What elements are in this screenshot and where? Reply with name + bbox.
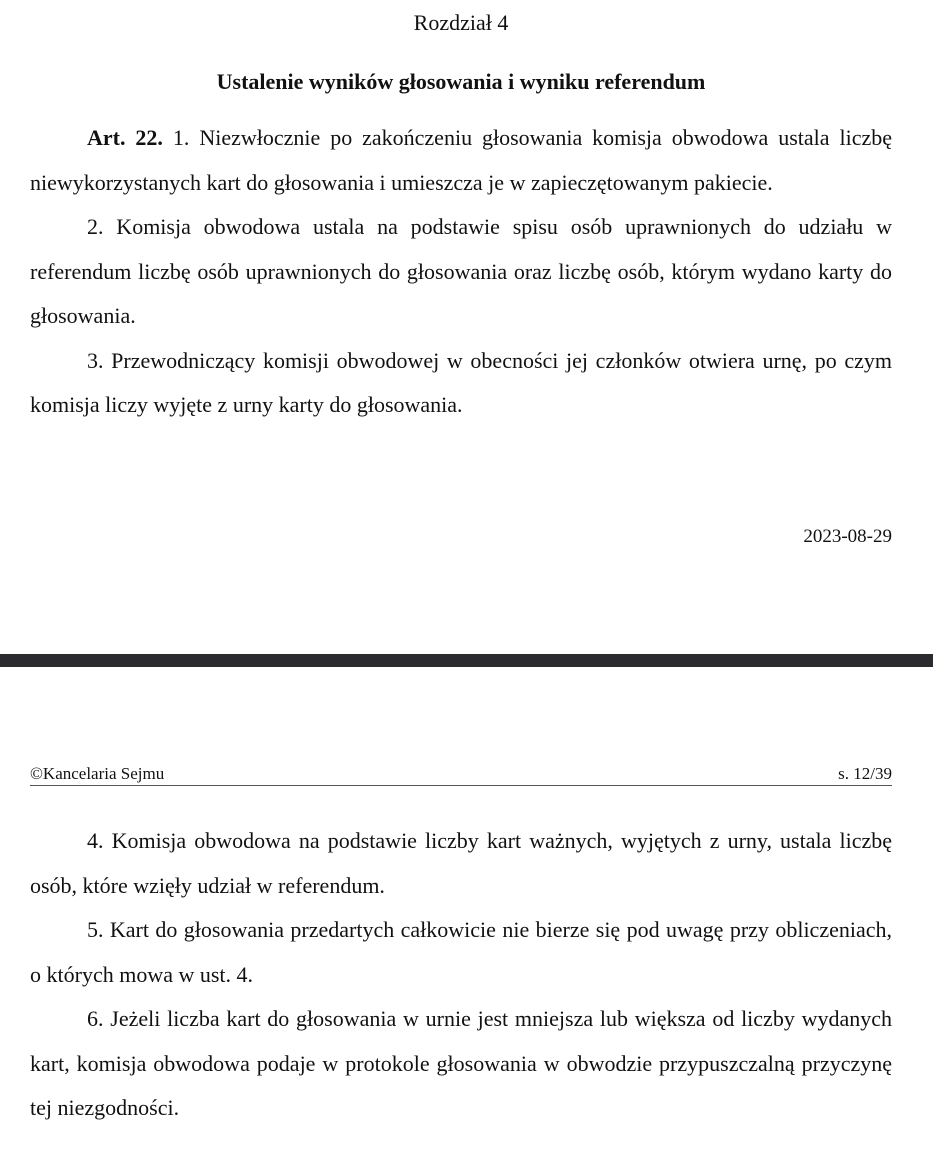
page-header: [30, 762, 892, 786]
article-22-body: [30, 116, 892, 428]
paragraph-text: 6. Jeżeli liczba kart do głosowania w urnie jest mniejsza lub większa od liczby wydanych kart, komisja obwodowa podaje w protokole głosowania w obwodzie przypuszczalną przyczynę tej niezgodności.: [30, 1006, 892, 1120]
paragraph-text: 5. Kart do głosowania przedartych całkowicie nie bierze się pod uwagę przy obliczeniach, o których mowa w ust. 4.: [30, 917, 892, 987]
article-paragraph-4: [30, 819, 892, 908]
chapter-title: Rozdział 4: [413, 10, 509, 35]
paragraph-text: 3. Przewodniczący komisji obwodowej w obecności jej członków otwiera urnę, po czym komisja liczy wyjęte z urny karty do głosowania.: [30, 347, 892, 417]
article-paragraph-6: [30, 997, 892, 1131]
article-paragraph-3: [30, 339, 892, 428]
paragraph-text: 4. Komisja obwodowa na podstawie liczby kart ważnych, wyjętych z urny, ustala liczbę osób, które wzięły udział w referendum.: [30, 828, 892, 898]
paragraph-text: 1. Niezwłocznie po zakończeniu głosowania komisja obwodowa ustala liczbę niewykorzystanych kart do głosowania i umieszcza je w zapieczętowanym pakiecie.: [30, 125, 892, 195]
page-separator: [0, 654, 933, 667]
article-paragraph-2: [30, 205, 892, 339]
paragraph-text: 2. Komisja obwodowa ustala na podstawie spisu osób uprawnionych do udziału w referendum liczbę osób uprawnionych do głosowania oraz liczbę osób, którym wydano karty do głosowania.: [30, 214, 892, 328]
article-paragraph-5: [30, 908, 892, 997]
article-paragraph-1: [30, 116, 892, 205]
document-date: 2023-08-29: [803, 526, 892, 547]
article-22-continued: [30, 819, 892, 1131]
chapter-subtitle: Ustalenie wyników głosowania i wyniku referendum: [216, 69, 706, 94]
page-number: s. 12/39: [838, 764, 892, 783]
publisher-label: ©Kancelaria Sejmu: [30, 764, 165, 783]
article-label: Art. 22.: [87, 125, 163, 150]
